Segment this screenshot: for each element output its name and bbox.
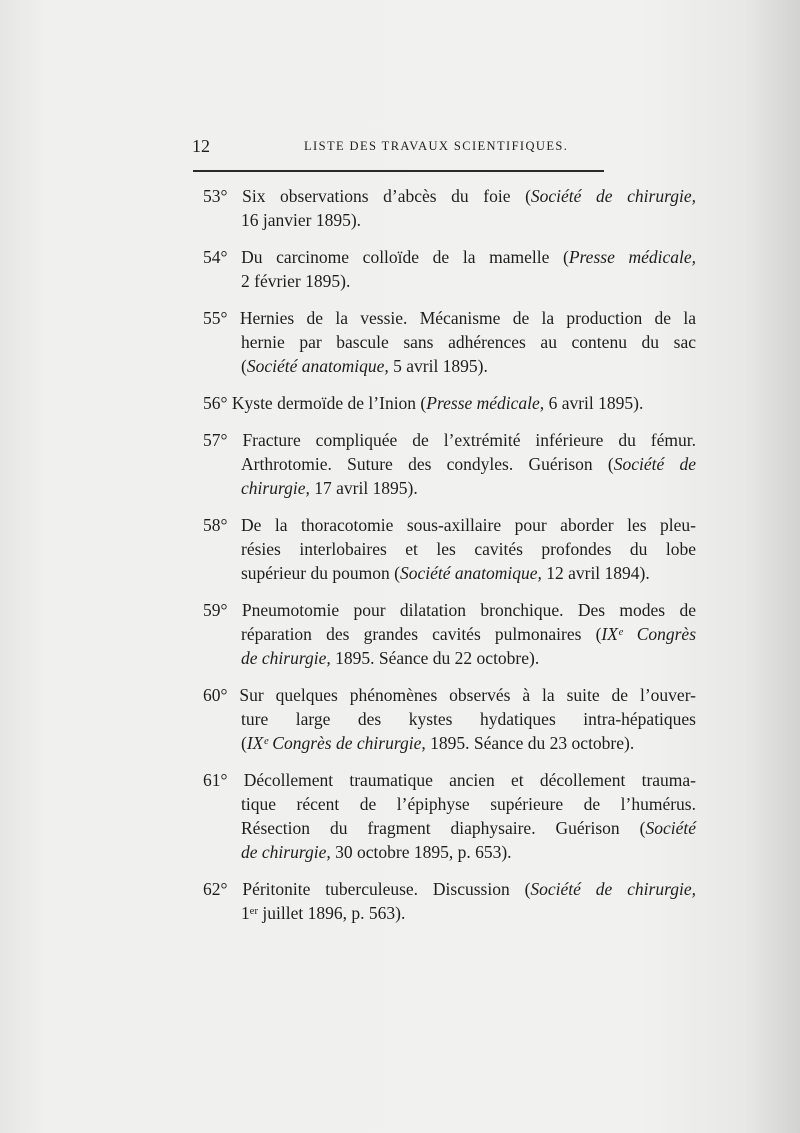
bibliography-entry <box>203 428 696 500</box>
entry-citation-italic: IXᵉ Congrès <box>601 624 696 644</box>
entry-citation-italic: Presse médicale, <box>568 247 697 267</box>
entry-citation-italic: Société anatomique, <box>399 563 542 583</box>
entry-citation-italic: Société de <box>613 454 696 474</box>
entry-line <box>203 731 696 755</box>
entry-number: 62° <box>203 879 228 899</box>
entry-text: tique récent de l’épiphyse supérieure de l’humérus. <box>241 794 696 814</box>
entry-text: Arthrotomie. Suture des condyles. Guérison ( <box>241 454 614 474</box>
bibliography-entry <box>203 513 696 585</box>
entry-number: 53° <box>203 186 228 206</box>
running-title: LISTE DES TRAVAUX SCIENTIFIQUES. <box>304 139 569 153</box>
entry-line <box>203 707 696 731</box>
entry-line <box>203 901 696 925</box>
entry-text: 17 avril 1895). <box>309 478 418 498</box>
page-header <box>192 136 604 156</box>
entry-line <box>203 877 696 901</box>
entry-line <box>203 452 696 476</box>
entry-line <box>203 598 696 622</box>
entry-line <box>203 245 696 269</box>
entry-text: 6 avril 1895). <box>544 393 644 413</box>
entry-citation-italic: Presse médicale, <box>426 393 545 413</box>
entry-line <box>203 208 696 232</box>
entry-citation-italic: Société <box>645 818 696 838</box>
entry-line <box>203 330 696 354</box>
entry-text: Résection du fragment diaphysaire. Guérison ( <box>241 818 646 838</box>
entry-text: 16 janvier 1895). <box>241 210 362 230</box>
entry-text: Décollement traumatique ancien et décollement trauma- <box>243 770 696 790</box>
entry-number: 55° <box>203 308 228 328</box>
entry-citation-italic: de chirurgie, <box>241 648 331 668</box>
entry-text: Fracture compliquée de l’extrémité inférieure du fémur. <box>242 430 696 450</box>
entry-text: Hernies de la vessie. Mécanisme de la production de la <box>239 308 697 328</box>
entry-number: 61° <box>203 770 228 790</box>
entry-text: Sur quelques phénomènes observés à la suite de l’ouver- <box>239 685 696 705</box>
entry-line <box>203 513 696 537</box>
entry-text: 5 avril 1895). <box>388 356 488 376</box>
entry-number: 54° <box>203 247 228 267</box>
entry-text: 30 octobre 1895, p. 653). <box>330 842 512 862</box>
entry-text: hernie par bascule sans adhérences au contenu du sac <box>241 332 696 352</box>
entry-line <box>203 428 696 452</box>
entry-line <box>203 768 696 792</box>
bibliography-entry <box>203 306 696 378</box>
entry-line <box>203 816 696 840</box>
bibliography-entry <box>203 184 696 232</box>
entry-number: 56° <box>203 393 228 413</box>
entry-text: ture large des kystes hydatiques intra-hépatiques <box>241 709 696 729</box>
entry-number: 59° <box>203 600 228 620</box>
entry-text: résies interlobaires et les cavités profondes du lobe <box>241 539 696 559</box>
entry-citation-italic: Société de chirurgie, <box>530 879 697 899</box>
entry-text: supérieur du poumon ( <box>241 563 400 583</box>
entry-text: 1ᵉʳ juillet 1896, p. 563). <box>241 903 406 923</box>
bibliography-entry <box>203 683 696 755</box>
entry-line <box>203 184 696 208</box>
entry-line <box>203 354 696 378</box>
entry-citation-italic: de chirurgie, <box>241 842 331 862</box>
entry-citation-italic: Société anatomique, <box>246 356 389 376</box>
bibliography-entry <box>203 768 696 864</box>
entry-text: Pneumotomie pour dilatation bronchique. Des modes de <box>241 600 696 620</box>
entry-line <box>203 683 696 707</box>
entry-text: Kyste dermoïde de l’Inion ( <box>231 393 427 413</box>
bibliography-entry <box>203 391 696 415</box>
entry-citation-italic: Société de chirurgie, <box>530 186 697 206</box>
entry-text: 12 avril 1894). <box>541 563 650 583</box>
entry-text: réparation des grandes cavités pulmonaires ( <box>241 624 602 644</box>
entry-text: Six observations d’abcès du foie ( <box>242 186 531 206</box>
entry-text: Péritonite tuberculeuse. Discussion ( <box>242 879 531 899</box>
entry-line <box>203 792 696 816</box>
entry-line <box>203 476 696 500</box>
bibliography-entry <box>203 877 696 925</box>
entry-number: 57° <box>203 430 228 450</box>
entry-number: 58° <box>203 515 228 535</box>
entry-line <box>203 391 696 415</box>
entry-line <box>203 622 696 646</box>
entry-citation-italic: IXᵉ Congrès de chirurgie, <box>246 733 426 753</box>
entry-line <box>203 561 696 585</box>
entry-line <box>203 840 696 864</box>
bibliography-list <box>203 184 696 938</box>
entry-text: ( <box>241 356 247 376</box>
entry-text: Du carcinome colloïde de la mamelle ( <box>241 247 569 267</box>
entry-number: 60° <box>203 685 228 705</box>
bibliography-entry <box>203 598 696 670</box>
entry-line <box>203 269 696 293</box>
entry-line <box>203 537 696 561</box>
entry-text: 1895. Séance du 22 octobre). <box>330 648 540 668</box>
entry-line <box>203 306 696 330</box>
entry-line <box>203 646 696 670</box>
bibliography-entry <box>203 245 696 293</box>
entry-text: 2 février 1895). <box>241 271 351 291</box>
entry-text: 1895. Séance du 23 octobre). <box>425 733 635 753</box>
entry-text: ( <box>241 733 247 753</box>
entry-citation-italic: chirurgie, <box>241 478 310 498</box>
page-number: 12 <box>192 136 210 156</box>
entry-text: De la thoracotomie sous-axillaire pour aborder les pleu- <box>241 515 696 535</box>
header-rule <box>193 170 604 172</box>
